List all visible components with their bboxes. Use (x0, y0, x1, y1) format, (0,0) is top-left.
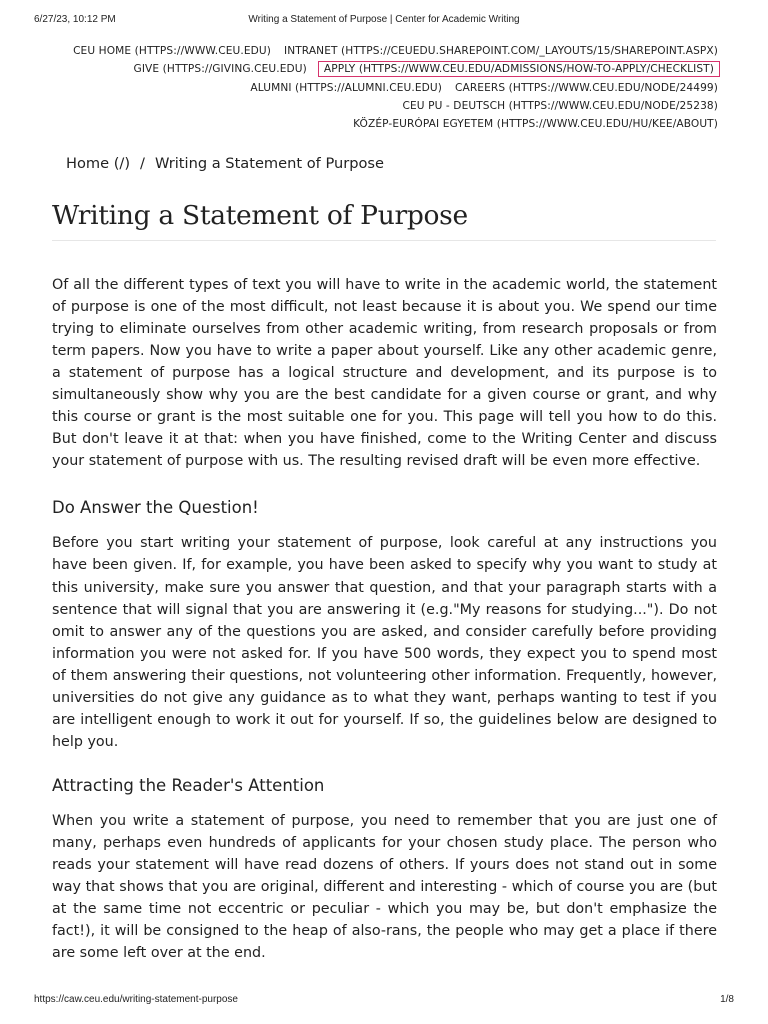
breadcrumb-separator: / (140, 155, 145, 172)
ceu-home-link[interactable]: CEU HOME (HTTPS://WWW.CEU.EDU) (73, 45, 271, 57)
section-heading-answer-question: Do Answer the Question! (52, 498, 259, 518)
print-page-number: 1/8 (720, 994, 734, 1005)
breadcrumb-home-link[interactable]: Home (/) (66, 155, 131, 172)
top-links-row (18, 115, 718, 133)
top-links-row (18, 97, 718, 115)
page-title: Writing a Statement of Purpose (52, 200, 716, 241)
print-doc-title: Writing a Statement of Purpose | Center for Academic Writing (248, 14, 520, 25)
intro-paragraph: Of all the different types of text you will have to write in the academic world, the statement of purpose is one of the most difficult, not least because it is about you. We spend our time trying to eliminate ourselves from other academic writing, from research proposals or from term papers. Now you have to write a paper about yourself. Like any other academic genre, a statement of purpose has a logical structure and development, and its purpose is to simultaneously show why you are the best candidate for a given course or grant, and why this course or grant is the most suitable one for you. This page will tell you how to do this. But don't leave it at that: when you have finished, come to the Writing Center and discuss your statement of purpose with us. The resulting revised draft will be even more effective. (52, 277, 717, 470)
section-paragraph-answer-question: Before you start writing your statement of purpose, look careful at any instructions you have been given. If, for example, you have been asked to specify why you want to study at this university, make sure you answer that question, and that your paragraph starts with a sentence that will signal that you are answering it (e.g."My reasons for studying..."). Do not omit to answer any of the questions you are asked, and consider carefully before providing information you were not asked for. If you have 500 words, they expect you to spend most of them answering their questions, not volunteering other information. Frequently, however, universities do not give any guidance as to what they want, perhaps wanting to test if you are intelligent enough to work it out for yourself. If so, the guidelines below are designed to help you. (52, 535, 717, 750)
ceu-pu-deutsch-link[interactable]: CEU PU - DEUTSCH (HTTPS://WWW.CEU.EDU/NODE/25238) (402, 99, 718, 112)
section-heading-attracting-attention: Attracting the Reader's Attention (52, 775, 325, 795)
breadcrumb (66, 155, 384, 172)
breadcrumb-current: Writing a Statement of Purpose (154, 155, 385, 172)
print-datetime: 6/27/23, 10:12 PM (34, 14, 116, 25)
alumni-link[interactable]: ALUMNI (HTTPS://ALUMNI.CEU.EDU) (250, 81, 442, 94)
kee-link[interactable]: KÖZÉP-EURÓPAI EGYETEM (HTTPS://WWW.CEU.EDU/HU/KEE/ABOUT) (353, 118, 718, 131)
careers-link[interactable]: CAREERS (HTTPS://WWW.CEU.EDU/NODE/24499) (455, 81, 718, 94)
top-links-row (18, 42, 718, 60)
print-footer-url: https://caw.ceu.edu/writing-statement-purpose (34, 994, 238, 1005)
top-links-row (18, 60, 718, 78)
print-header (34, 14, 734, 28)
article-content (52, 274, 717, 964)
top-links-nav (18, 42, 718, 133)
intranet-link[interactable]: INTRANET (HTTPS://CEUEDU.SHAREPOINT.COM/_LAYOUTS/15/SHAREPOINT.ASPX) (283, 45, 718, 57)
apply-link[interactable]: APPLY (HTTPS://WWW.CEU.EDU/ADMISSIONS/HOW-TO-APPLY/CHECKLIST) (320, 63, 718, 75)
top-links-row (18, 79, 718, 97)
section-paragraph-attracting-attention: When you write a statement of purpose, you need to remember that you are just one of many, perhaps even hundreds of applicants for your chosen study place. The person who reads your statement will have read dozens of others. If yours does not stand out in some way that shows that you are original, different and interesting - which of course you are (but at the same time not eccentric or peculiar - which you may be, but don't emphasize the fact!), it will be consigned to the heap of also-rans, the people who may get a place if there are some left over at the end. (52, 812, 717, 962)
give-link[interactable]: GIVE (HTTPS://GIVING.CEU.EDU) (133, 63, 307, 76)
